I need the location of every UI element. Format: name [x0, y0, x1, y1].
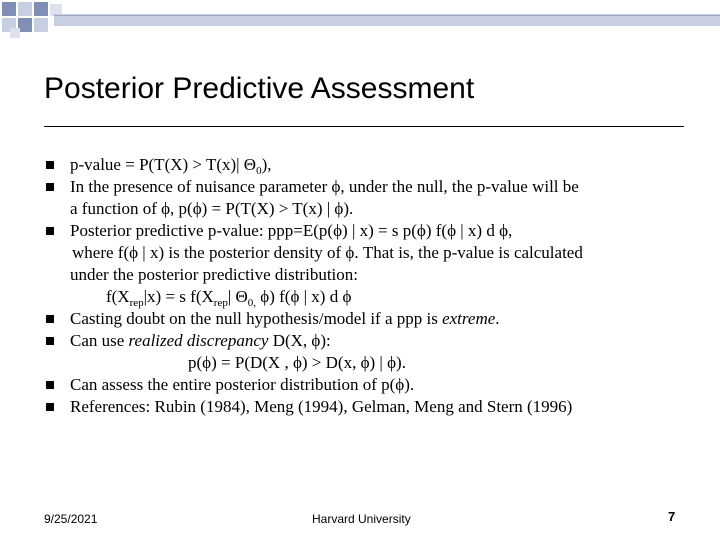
bullet-line	[46, 330, 706, 352]
page-number: 7	[668, 509, 676, 524]
bullet-text: D(X, ϕ):	[268, 331, 331, 350]
bullet-text: p-value = P(T(X) > T(x)| Θ	[70, 155, 257, 174]
bullet-line	[46, 396, 706, 418]
bullet-text: a function of ϕ, p(ϕ) = P(T(X) > T(x) | ϕ).	[70, 199, 354, 218]
bullet-text: realized discrepancy	[128, 331, 269, 350]
decor-squares	[2, 2, 62, 38]
slide-title: Posterior Predictive Assessment	[44, 72, 475, 105]
bullet-text: ϕ) f(ϕ | x) d ϕ	[256, 287, 352, 306]
bullet-text: Casting doubt on the null hypothesis/model if a ppp is	[70, 309, 443, 328]
footer-center: Harvard University	[312, 512, 411, 526]
bullet-item	[46, 396, 706, 418]
bullet-text: Can use	[70, 331, 129, 350]
bullet-line	[46, 286, 706, 308]
bullet-text: Posterior predictive p-value: ppp=E(p(ϕ) | x) = s p(ϕ) f(ϕ | x) d ϕ,	[70, 221, 513, 240]
bullet-text: References: Rubin (1984), Meng (1994), Gelman, Meng and Stern (1996)	[70, 397, 573, 416]
bullet-line	[46, 242, 706, 264]
bullet-text: Can assess the entire posterior distribution of p(ϕ).	[70, 375, 415, 394]
bullet-item	[46, 308, 706, 330]
footer-date: 9/25/2021	[44, 512, 98, 526]
bullet-line	[46, 308, 706, 330]
bullet-text: |x) = s f(X	[143, 287, 214, 306]
header-decoration	[0, 0, 720, 40]
bullet-text: .	[495, 309, 500, 328]
bullet-item	[46, 176, 706, 220]
bullet-line	[46, 352, 706, 374]
bullet-text: f(X	[106, 287, 130, 306]
bullet-text: In the presence of nuisance parameter ϕ, under the null, the p-value will be	[70, 177, 579, 196]
bullet-line	[46, 220, 706, 242]
bullet-text: rep	[129, 297, 144, 309]
bullet-list	[46, 154, 706, 418]
bullet-text: extreme	[442, 309, 496, 328]
bullet-line	[46, 264, 706, 286]
bullet-line	[46, 154, 706, 176]
bullet-line	[46, 176, 706, 198]
bullet-text: where f(ϕ | x) is the posterior density of ϕ. That is, the p-value is calculated	[72, 243, 583, 262]
bullet-item	[46, 374, 706, 396]
bullet-item	[46, 330, 706, 374]
bullet-item	[46, 154, 706, 176]
title-underline	[44, 126, 684, 127]
bullet-text: ),	[261, 155, 272, 174]
bullet-item	[46, 220, 706, 308]
bullet-line	[46, 198, 706, 220]
bullet-line	[46, 374, 706, 396]
bullet-text: 0	[256, 165, 262, 177]
bullet-text: 0,	[247, 297, 257, 309]
bullet-text: | Θ	[227, 287, 248, 306]
bullet-text: rep	[213, 297, 228, 309]
bullet-text: p(ϕ) = P(D(X , ϕ) > D(x, ϕ) | ϕ).	[188, 353, 406, 372]
bullet-text: under the posterior predictive distribution:	[70, 265, 358, 284]
